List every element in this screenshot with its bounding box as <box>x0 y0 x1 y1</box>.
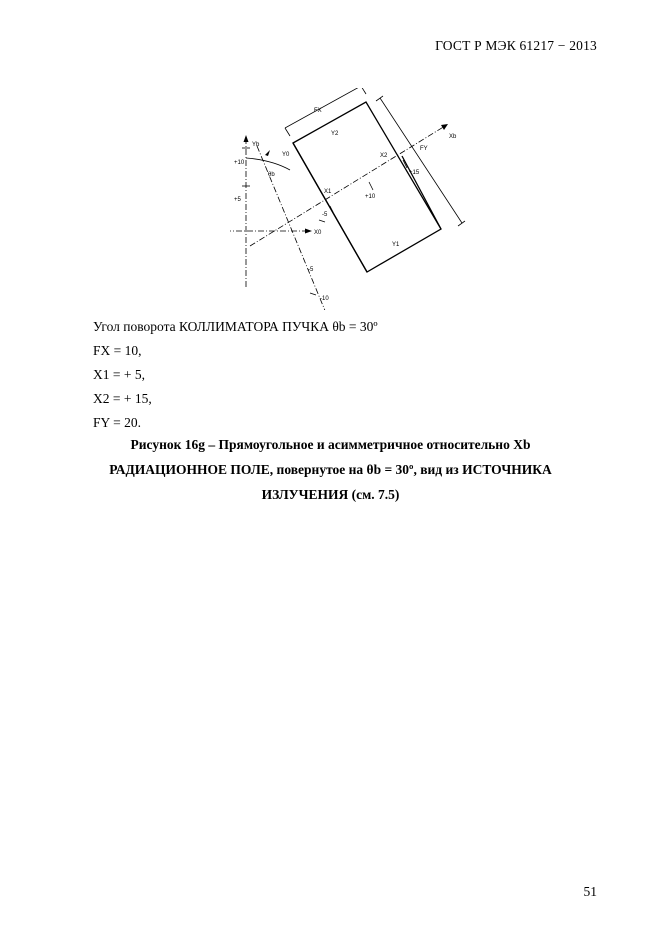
label-y1: Y1 <box>392 242 400 248</box>
rotated-field-diagram <box>230 88 475 310</box>
label-yb: Yb <box>252 142 260 148</box>
tick-label-plus10: +10 <box>234 160 245 166</box>
field-label-minus5: -5 <box>322 212 328 218</box>
caption-line-1: Рисунок 16g – Прямоугольное и асимметричное относительно Xb <box>130 437 531 452</box>
x1-jaw-line <box>293 143 367 272</box>
label-x0: X0 <box>314 230 322 236</box>
radiation-field-figure <box>230 88 475 310</box>
parameter-fx: FX = 10, <box>93 343 142 358</box>
theta-arc <box>246 158 290 170</box>
label-y0: Y0 <box>282 152 290 158</box>
tick-label-plus5: +5 <box>234 197 241 203</box>
label-xb: Xb <box>449 134 457 140</box>
label-fy: FY <box>420 146 428 152</box>
document-header: ГОСТ Р МЭК 61217 − 2013 <box>435 38 597 53</box>
x0-arrow-icon <box>305 229 312 234</box>
page-number: 51 <box>583 884 597 899</box>
parameter-fy: FY = 20. <box>93 415 141 430</box>
parameter-rotation-angle: Угол поворота КОЛЛИМАТОРА ПУЧКА θb = 30º <box>93 319 378 334</box>
figure-caption <box>60 436 601 511</box>
xb-arrow-icon <box>441 124 448 130</box>
label-fx: FX <box>314 108 322 114</box>
parameter-x1: X1 = + 5, <box>93 367 145 382</box>
caption-line-3: ИЗЛУЧЕНИЯ (см. 7.5) <box>261 487 400 502</box>
field-label-plus15: +15 <box>409 170 420 176</box>
fy-dimension-line <box>380 98 462 223</box>
parameter-list <box>93 318 378 438</box>
yb-axis-line <box>257 146 326 310</box>
tick-label-minus10: -10 <box>320 296 329 302</box>
caption-line-2: РАДИАЦИОННОЕ ПОЛЕ, повернутое на θb = 30º, вид из ИСТОЧНИКА <box>109 462 552 477</box>
label-theta: θb <box>268 172 275 178</box>
label-x2: X2 <box>380 153 388 159</box>
field-label-plus10: +10 <box>365 194 376 200</box>
yb-arrow-icon <box>244 135 249 142</box>
parameter-x2: X2 = + 15, <box>93 391 152 406</box>
fx-dimension-line <box>285 88 361 128</box>
tick-label-minus5: -5 <box>308 267 314 273</box>
x2-jaw-line <box>402 156 441 229</box>
label-x1: X1 <box>324 189 332 195</box>
label-y2: Y2 <box>331 131 339 137</box>
